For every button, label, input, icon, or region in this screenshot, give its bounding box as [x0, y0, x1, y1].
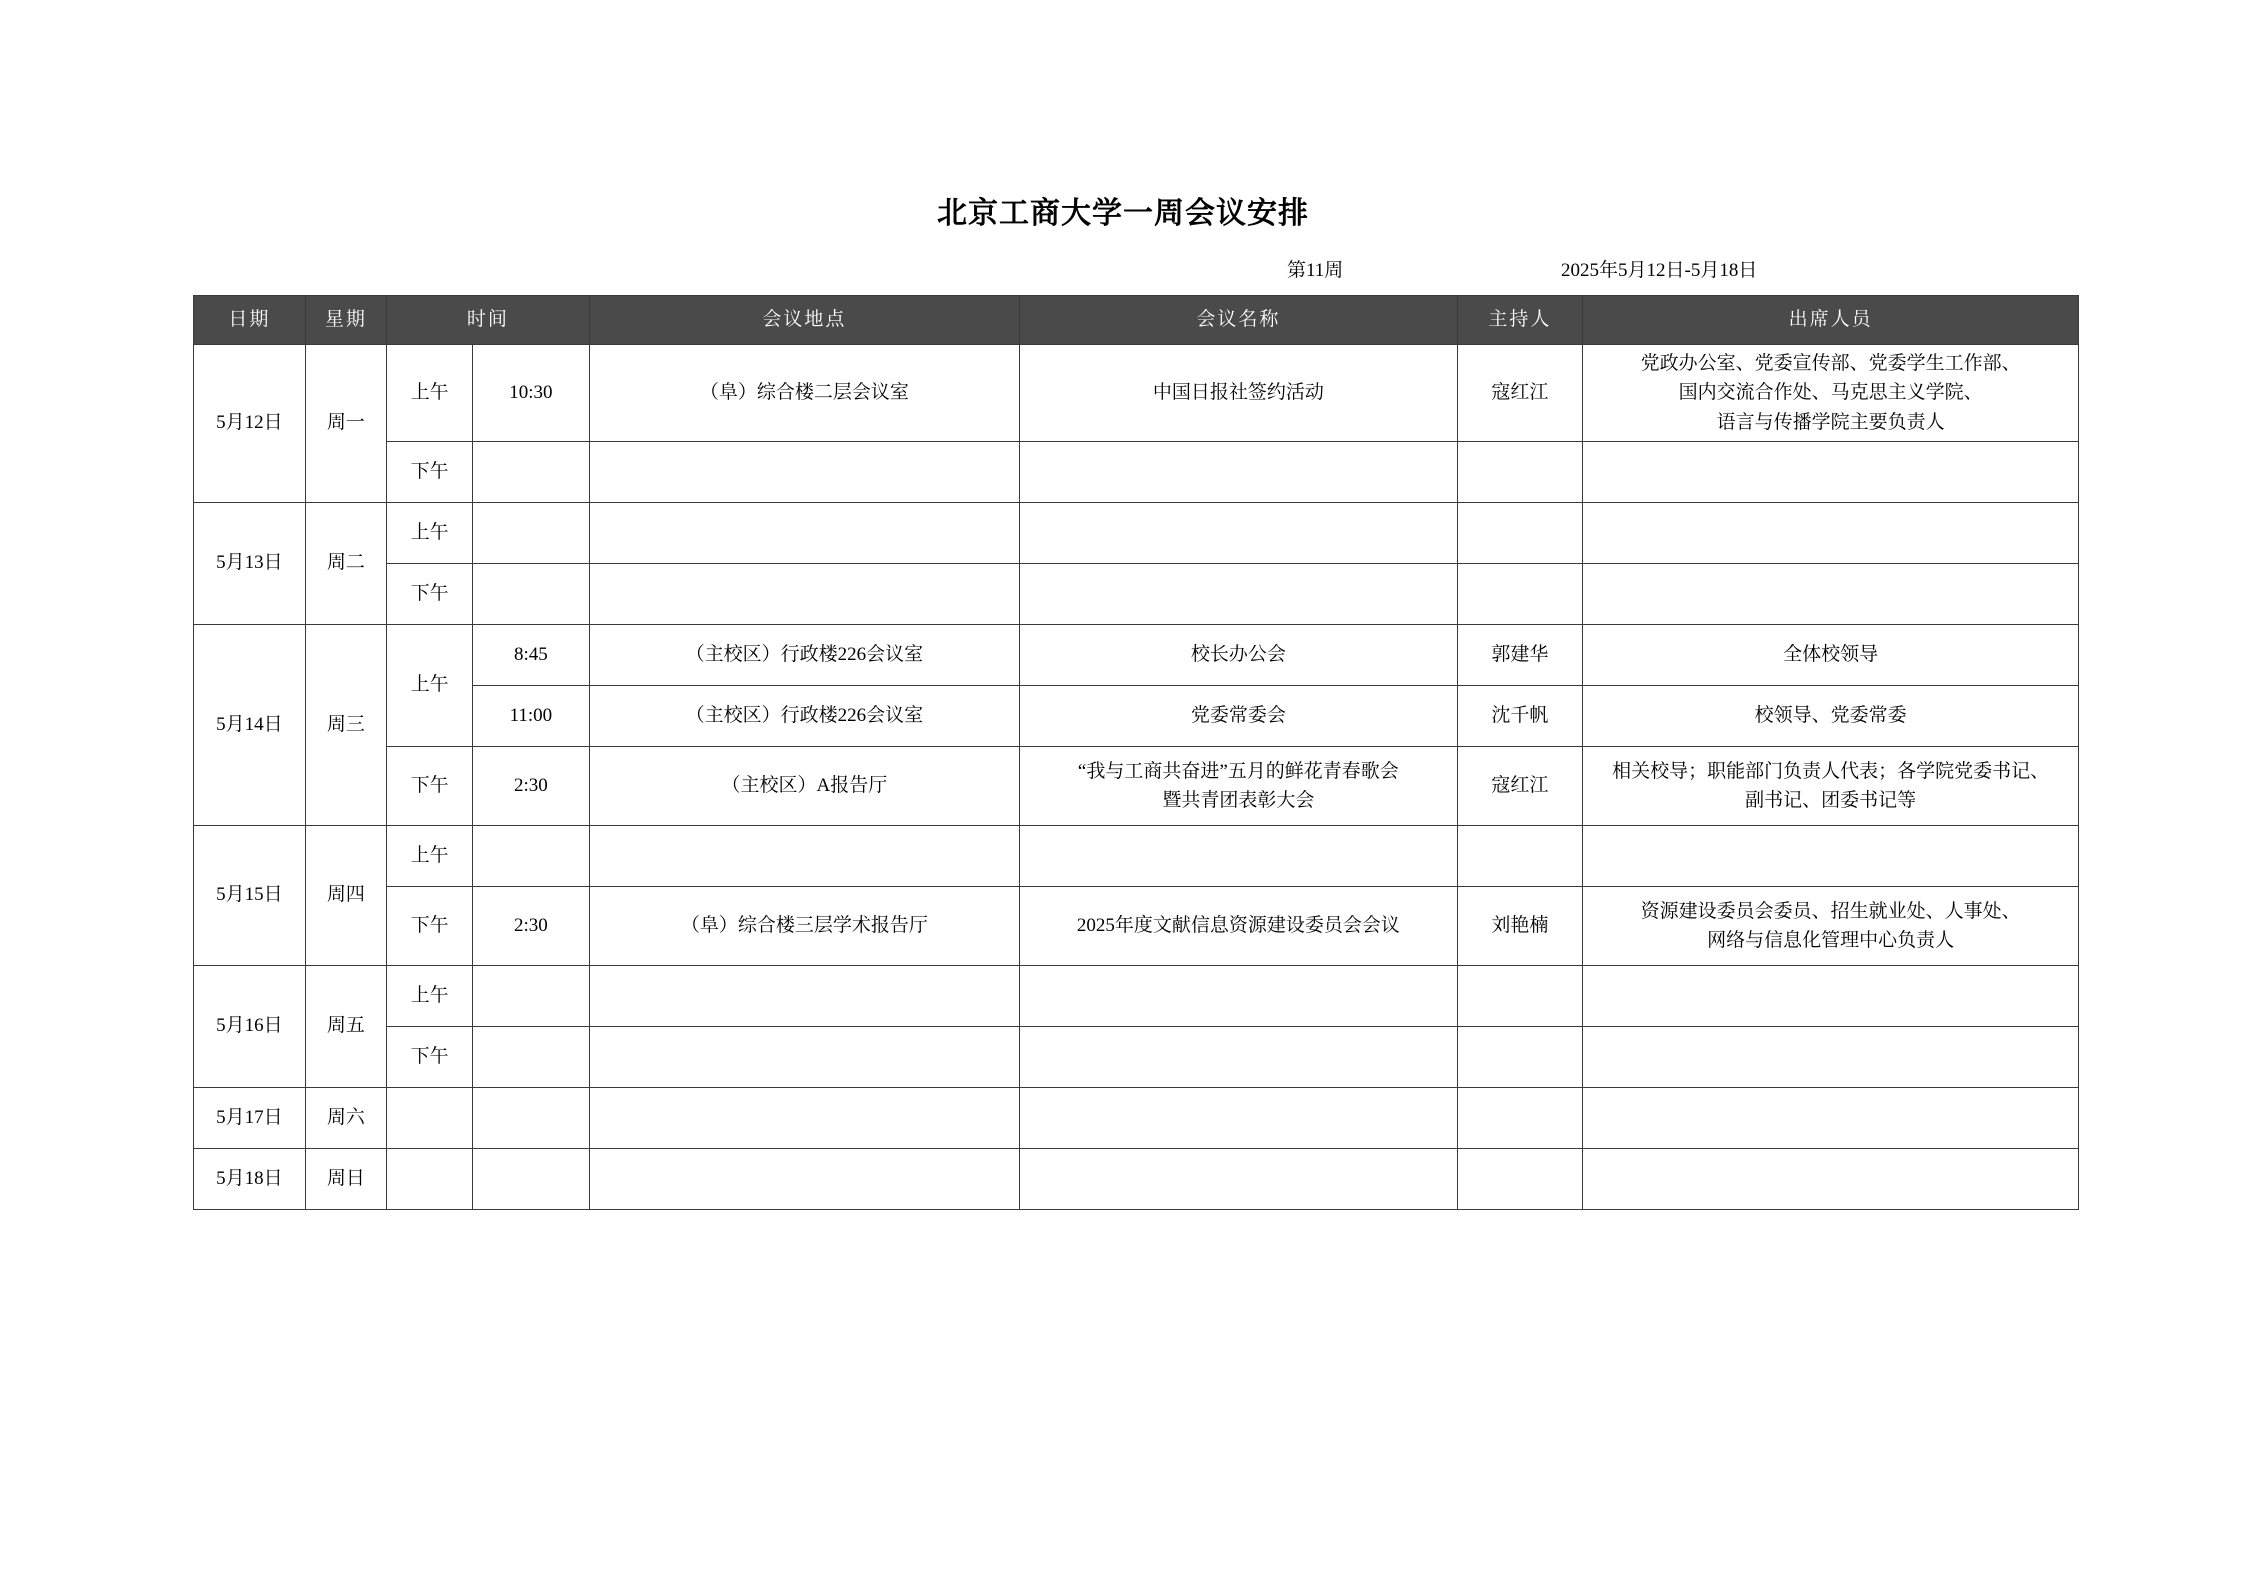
table-row	[194, 503, 2079, 564]
cell-meeting-name: 2025年度文献信息资源建设委员会会议	[1020, 887, 1458, 966]
cell-meeting-name	[1020, 564, 1458, 625]
cell-attendees	[1583, 1149, 2079, 1210]
cell-place	[589, 442, 1020, 503]
meeting-schedule-table	[193, 295, 2079, 1210]
cell-attendees	[1583, 826, 2079, 887]
table-row	[194, 345, 2079, 442]
cell-date: 5月13日	[194, 503, 306, 625]
cell-host	[1457, 966, 1583, 1027]
cell-place	[589, 1088, 1020, 1149]
cell-date: 5月14日	[194, 625, 306, 826]
table-body	[194, 345, 2079, 1210]
cell-date: 5月18日	[194, 1149, 306, 1210]
cell-attendees	[1583, 442, 2079, 503]
cell-place: （主校区）行政楼226会议室	[589, 686, 1020, 747]
table-row	[194, 966, 2079, 1027]
cell-date: 5月15日	[194, 826, 306, 966]
header-date: 日期	[194, 296, 306, 345]
header-place: 会议地点	[589, 296, 1020, 345]
cell-host: 沈千帆	[1457, 686, 1583, 747]
cell-attendees	[1583, 887, 2079, 966]
table-row	[194, 1149, 2079, 1210]
cell-period-pm: 下午	[387, 1027, 473, 1088]
cell-host	[1457, 503, 1583, 564]
cell-time	[473, 966, 589, 1027]
cell-time	[473, 826, 589, 887]
cell-host: 寇红江	[1457, 747, 1583, 826]
header-time: 时间	[387, 296, 589, 345]
cell-meeting-name	[1020, 826, 1458, 887]
cell-place: （主校区）行政楼226会议室	[589, 625, 1020, 686]
table-row	[194, 826, 2079, 887]
cell-host: 寇红江	[1457, 345, 1583, 442]
text-line: 校领导、党委常委	[1754, 705, 1907, 727]
page-title: 北京工商大学一周会议安排	[937, 197, 1309, 230]
cell-attendees	[1583, 503, 2079, 564]
cell-meeting-name	[1020, 1027, 1458, 1088]
cell-host	[1457, 442, 1583, 503]
text-line: 暨共青团表彰大会	[1162, 790, 1315, 811]
cell-meeting-name	[1020, 503, 1458, 564]
cell-host	[1457, 1149, 1583, 1210]
cell-period-am: 上午	[387, 625, 473, 747]
cell-attendees	[1583, 625, 2079, 686]
table-row	[194, 747, 2079, 826]
cell-weekday: 周二	[305, 503, 386, 625]
cell-period-am: 上午	[387, 966, 473, 1027]
cell-period-pm: 下午	[387, 442, 473, 503]
cell-time: 8:45	[473, 625, 589, 686]
table-row	[194, 1088, 2079, 1149]
cell-attendees	[1583, 966, 2079, 1027]
table-row	[194, 1027, 2079, 1088]
cell-period	[387, 1149, 473, 1210]
cell-date: 5月16日	[194, 966, 306, 1088]
header-attendees: 出席人员	[1583, 296, 2079, 345]
cell-place	[589, 826, 1020, 887]
cell-meeting-name	[1020, 442, 1458, 503]
cell-attendees	[1583, 345, 2079, 442]
cell-place: （阜）综合楼三层学术报告厅	[589, 887, 1020, 966]
cell-place: （主校区）A报告厅	[589, 747, 1020, 826]
cell-meeting-name	[1020, 1149, 1458, 1210]
cell-time: 2:30	[473, 747, 589, 826]
cell-time	[473, 1027, 589, 1088]
cell-attendees	[1583, 686, 2079, 747]
cell-period-am: 上午	[387, 503, 473, 564]
cell-period-pm: 下午	[387, 747, 473, 826]
date-range: 2025年5月12日-5月18日	[1561, 259, 1758, 281]
cell-meeting-name: 党委常委会	[1020, 686, 1458, 747]
cell-date: 5月12日	[194, 345, 306, 503]
cell-time: 10:30	[473, 345, 589, 442]
cell-period	[387, 1088, 473, 1149]
table-header-row	[194, 296, 2079, 345]
cell-period-pm: 下午	[387, 564, 473, 625]
table-row	[194, 887, 2079, 966]
cell-attendees	[1583, 747, 2079, 826]
cell-host	[1457, 1088, 1583, 1149]
text-line: “我与工商共奋进”五月的鲜花青春歌会	[1077, 760, 1399, 782]
cell-period-am: 上午	[387, 345, 473, 442]
cell-time	[473, 503, 589, 564]
cell-meeting-name	[1020, 747, 1458, 826]
cell-period-am: 上午	[387, 826, 473, 887]
cell-host: 刘艳楠	[1457, 887, 1583, 966]
cell-host	[1457, 564, 1583, 625]
header-name: 会议名称	[1020, 296, 1458, 345]
cell-time	[473, 1088, 589, 1149]
text-line: 相关校导；职能部门负责人代表；各学院党委书记、	[1612, 760, 2050, 782]
cell-time	[473, 564, 589, 625]
cell-time	[473, 442, 589, 503]
text-line: 全体校领导	[1783, 644, 1879, 666]
cell-time: 2:30	[473, 887, 589, 966]
cell-weekday: 周一	[305, 345, 386, 503]
cell-meeting-name	[1020, 966, 1458, 1027]
table-row	[194, 442, 2079, 503]
table-row	[194, 564, 2079, 625]
cell-attendees	[1583, 564, 2079, 625]
cell-time: 11:00	[473, 686, 589, 747]
cell-host	[1457, 1027, 1583, 1088]
cell-attendees	[1583, 1088, 2079, 1149]
text-line: 网络与信息化管理中心负责人	[1707, 930, 1955, 951]
cell-host: 郭建华	[1457, 625, 1583, 686]
cell-place	[589, 1149, 1020, 1210]
week-number: 第11周	[1287, 259, 1344, 281]
table-row	[194, 625, 2079, 686]
table-row	[194, 686, 2079, 747]
cell-place	[589, 503, 1020, 564]
cell-date: 5月17日	[194, 1088, 306, 1149]
cell-weekday: 周三	[305, 625, 386, 826]
cell-meeting-name: 校长办公会	[1020, 625, 1458, 686]
text-line: 语言与传播学院主要负责人	[1716, 411, 1945, 433]
text-line: 国内交流合作处、马克思主义学院、	[1678, 382, 1983, 404]
header-host: 主持人	[1457, 296, 1583, 345]
cell-period-pm: 下午	[387, 887, 473, 966]
cell-weekday: 周五	[305, 966, 386, 1088]
cell-weekday: 周日	[305, 1149, 386, 1210]
cell-weekday: 周六	[305, 1088, 386, 1149]
cell-place: （阜）综合楼二层会议室	[589, 345, 1020, 442]
cell-time	[473, 1149, 589, 1210]
text-line: 资源建设委员会委员、招生就业处、人事处、	[1640, 900, 2021, 922]
cell-place	[589, 966, 1020, 1027]
cell-meeting-name: 中国日报社签约活动	[1020, 345, 1458, 442]
cell-attendees	[1583, 1027, 2079, 1088]
text-line: 党政办公室、党委宣传部、党委学生工作部、	[1640, 352, 2021, 374]
cell-place	[589, 1027, 1020, 1088]
subheader	[193, 253, 2078, 283]
header-weekday: 星期	[305, 296, 386, 345]
cell-meeting-name	[1020, 1088, 1458, 1149]
text-line: 副书记、团委书记等	[1745, 790, 1917, 811]
cell-weekday: 周四	[305, 826, 386, 966]
cell-host	[1457, 826, 1583, 887]
cell-place	[589, 564, 1020, 625]
